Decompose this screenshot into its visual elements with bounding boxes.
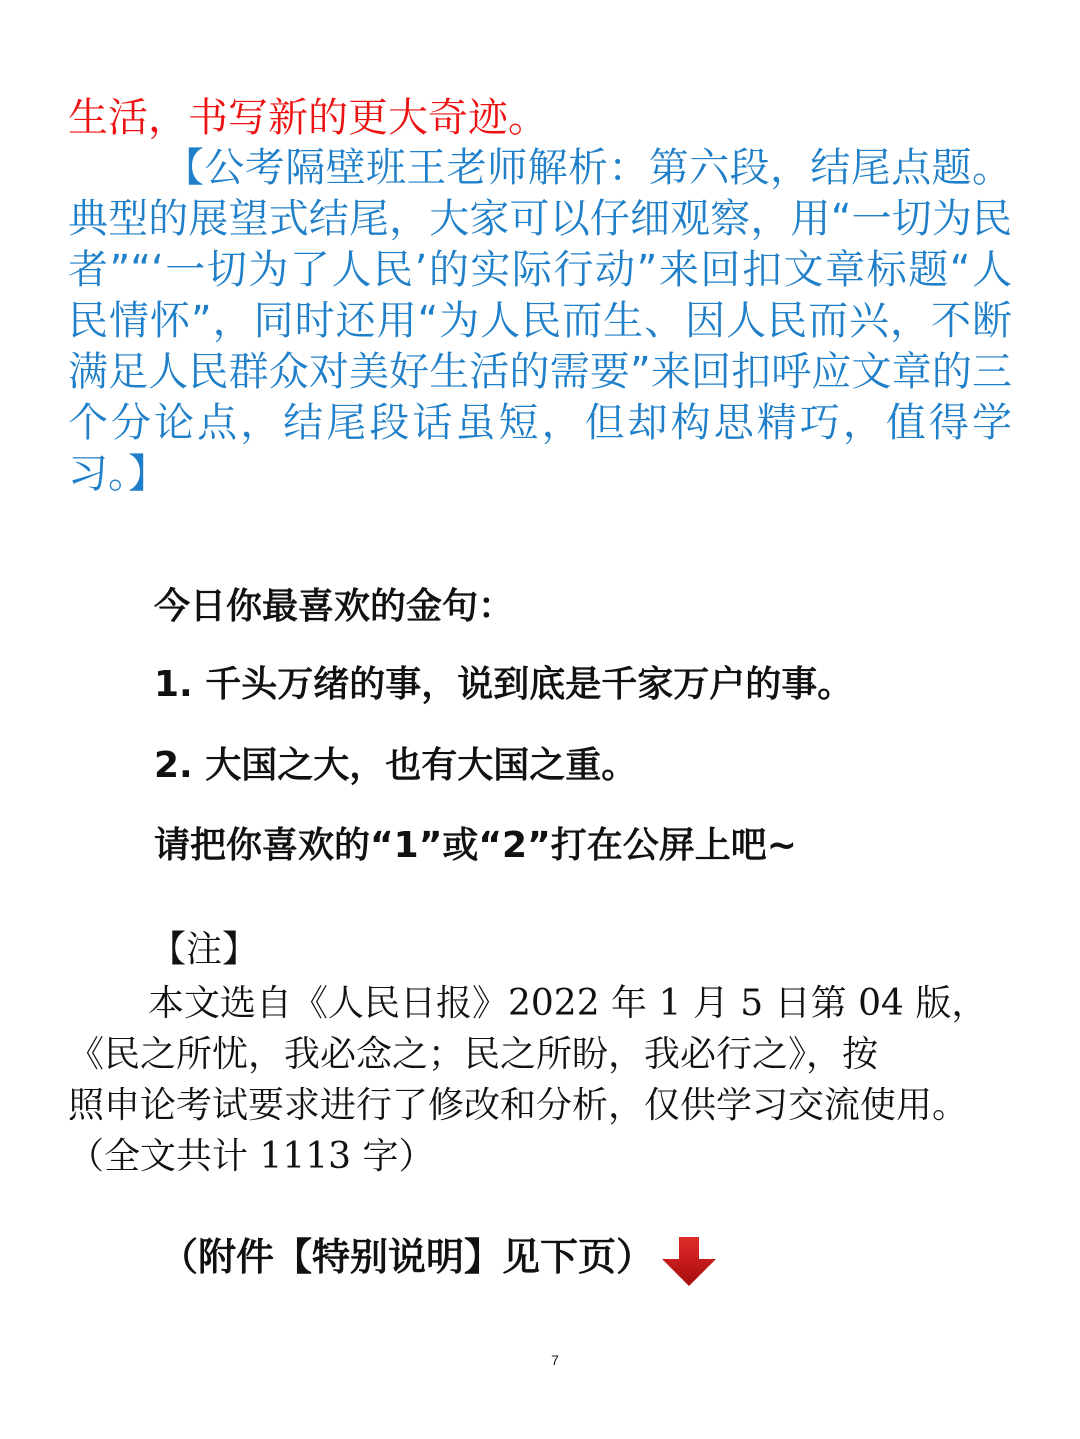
closing-sentence: 生活，书写新的更大奇迹。 — [68, 95, 548, 141]
golden-quote-2: 2. 大国之大，也有大国之重。 — [154, 745, 638, 786]
source-note — [68, 978, 1018, 1182]
down-arrow-icon — [660, 1237, 718, 1287]
note-heading: 【注】 — [150, 929, 259, 970]
note-line-3: 照申论考试要求进行了修改和分析，仅供学习交流使用。 — [68, 1085, 969, 1126]
note-line-1: 本文选自《人民日报》2022 年 1 月 5 日第 04 版， — [148, 983, 988, 1024]
golden-quote-1: 1. 千头万绪的事，说到底是千家万户的事。 — [154, 664, 854, 705]
page-number: 7 — [551, 1352, 559, 1368]
comment-call-to-action: 请把你喜欢的“1”或“2”打在公屏上吧~ — [154, 825, 797, 866]
teacher-analysis: 【公考隔壁班王老师解析：第六段，结尾点题。典型的展望式结尾，大家可以仔细观察，用“一切为民者”“‘一切为了人民’的实际行动”来回扣文章标题“人民情怀”，同时还用“为人民而生、因人民而兴，不断满足人民群众对美好生活的需要”来回扣呼应文章的三个分论点，结尾段话虽短，但却构思精巧，值得学习。】 — [68, 145, 1012, 497]
attachment-label: （附件【特别说明】见下页） — [160, 1234, 655, 1279]
attachment-notice — [160, 1223, 718, 1283]
golden-quote-prompt: 今日你最喜欢的金句： — [154, 586, 515, 627]
note-line-2: 《民之所忧，我必念之；民之所盼，我必行之》，按 — [68, 1034, 879, 1075]
note-line-4: （全文共计 1113 字） — [68, 1136, 435, 1177]
